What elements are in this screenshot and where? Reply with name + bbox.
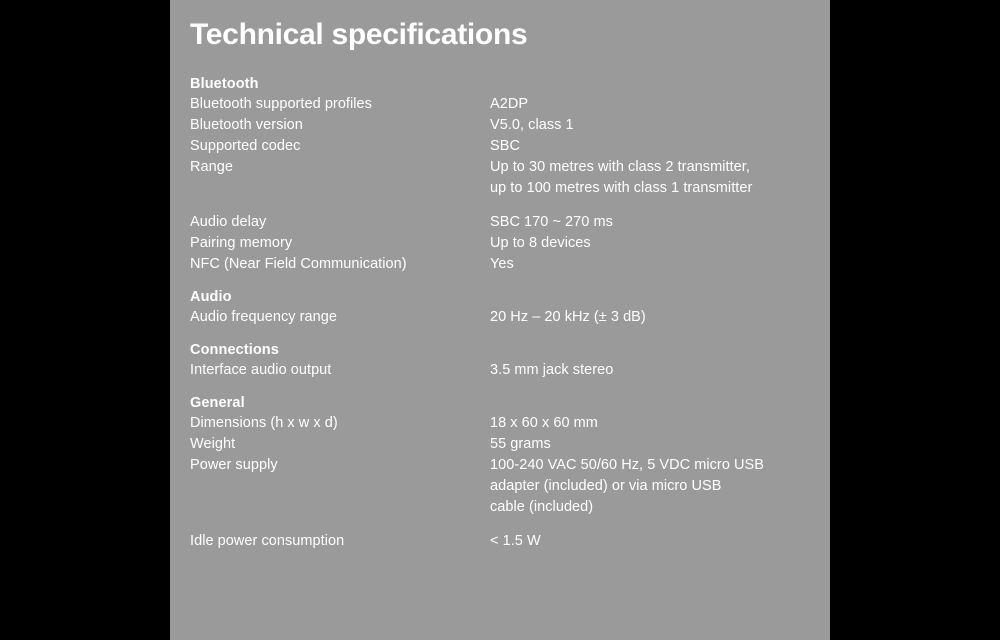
spec-value [490, 233, 830, 254]
spec-label: Supported codec [190, 138, 301, 154]
spec-value-line: adapter (included) or via micro USB [490, 478, 722, 494]
spec-row [190, 434, 830, 455]
spec-label: Interface audio output [190, 362, 332, 378]
spec-value-line: Up to 30 metres with class 2 transmitter, [490, 159, 750, 175]
spec-label: Weight [190, 436, 236, 452]
spec-value [490, 531, 830, 552]
spec-row [190, 136, 830, 157]
spec-panel [170, 0, 830, 640]
spec-label: Bluetooth version [190, 117, 303, 133]
spec-value [490, 254, 830, 275]
spec-value-line: 20 Hz – 20 kHz (± 3 dB) [490, 309, 646, 325]
spec-section-title: Connections [190, 342, 279, 358]
spec-value-line: cable (included) [490, 499, 594, 515]
spec-sections [190, 76, 830, 552]
spec-value [490, 434, 830, 455]
spec-value-line: V5.0, class 1 [490, 117, 574, 133]
spec-row [190, 254, 830, 275]
spec-section-title: Bluetooth [190, 76, 259, 92]
spec-row [190, 360, 830, 381]
spec-value [490, 212, 830, 233]
spec-content [190, 18, 830, 566]
spec-value-line: 3.5 mm jack stereo [490, 362, 614, 378]
spec-row [190, 307, 830, 328]
spec-value [490, 115, 830, 136]
spec-section-title: General [190, 395, 245, 411]
spec-value-line: SBC [490, 138, 520, 154]
spec-section [190, 342, 830, 381]
spec-row [190, 531, 830, 552]
spec-value [490, 455, 830, 518]
spec-value [490, 94, 830, 115]
spec-value [490, 136, 830, 157]
spec-row [190, 94, 830, 115]
spec-label: NFC (Near Field Communication) [190, 256, 407, 272]
spec-value-line: Yes [490, 256, 514, 272]
spec-row [190, 212, 830, 233]
spec-value-line: < 1.5 W [490, 533, 541, 549]
spec-value-line: up to 100 metres with class 1 transmitter [490, 180, 753, 196]
spec-row [190, 115, 830, 136]
spec-label: Dimensions (h x w x d) [190, 415, 338, 431]
page-title: Technical specifications [190, 18, 528, 51]
spec-value [490, 307, 830, 328]
spec-row [190, 413, 830, 434]
spec-section [190, 76, 830, 275]
spec-section [190, 289, 830, 328]
spec-label: Audio frequency range [190, 309, 337, 325]
spec-label: Power supply [190, 457, 278, 473]
spec-value-line: SBC 170 ~ 270 ms [490, 214, 613, 230]
spec-value [490, 360, 830, 381]
spec-value-line: 18 x 60 x 60 mm [490, 415, 598, 431]
spec-row [190, 157, 830, 199]
spec-row [190, 233, 830, 254]
spec-value-line: Up to 8 devices [490, 235, 591, 251]
spec-label: Range [190, 159, 233, 175]
spec-label: Pairing memory [190, 235, 293, 251]
spec-label: Bluetooth supported profiles [190, 96, 372, 112]
spec-row [190, 455, 830, 518]
spec-label: Idle power consumption [190, 533, 345, 549]
spec-value-line: 55 grams [490, 436, 551, 452]
spec-section [190, 395, 830, 552]
spec-value [490, 413, 830, 434]
spec-value-line: 100-240 VAC 50/60 Hz, 5 VDC micro USB [490, 457, 764, 473]
spec-value-line: A2DP [490, 96, 529, 112]
spec-section-title: Audio [190, 289, 232, 305]
spec-value [490, 157, 830, 199]
spec-label: Audio delay [190, 214, 267, 230]
